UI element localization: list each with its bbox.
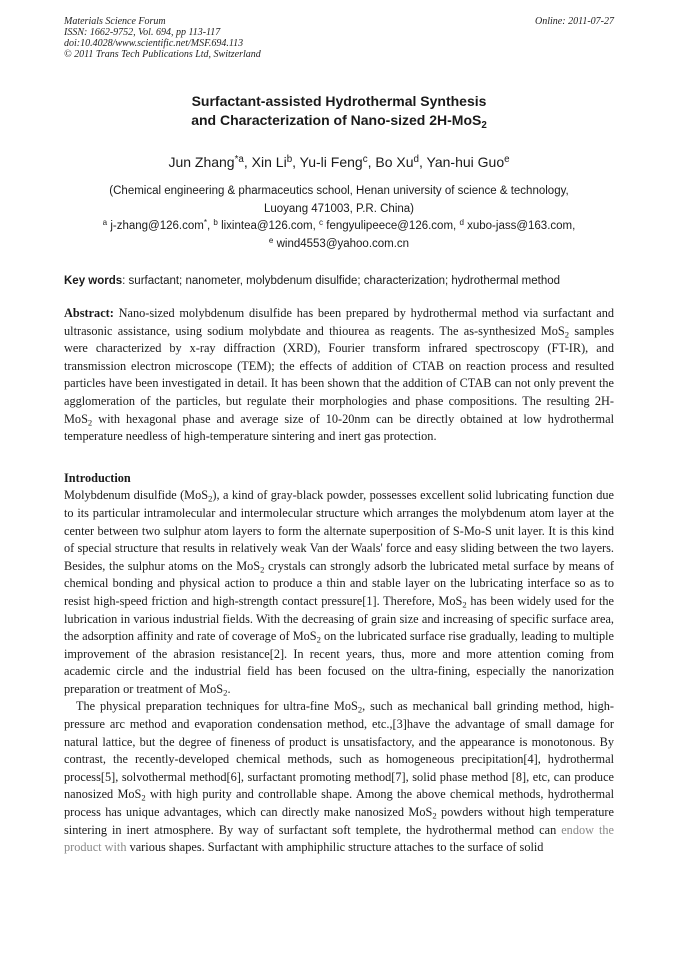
email-address: xubo-jass@163.com: [467, 220, 573, 232]
intro-paragraph-2: [64, 698, 614, 856]
author-mark: d: [413, 154, 419, 166]
subscript: 2: [87, 417, 93, 428]
abstract: [64, 305, 614, 446]
section-heading-introduction: Introduction: [64, 470, 131, 485]
author-name: Yu-li Feng: [299, 154, 363, 170]
subscript: 2: [462, 599, 467, 610]
paragraph-text: Molybdenum disulfide (MoS: [64, 488, 209, 503]
author-name: Xin Li: [251, 154, 287, 170]
email-mark: e: [268, 235, 274, 245]
subscript: 2: [316, 634, 321, 645]
paragraph-text: crystals can strongly adsorb the lubricated metal surface by means of chemical bonding and physical action to produce a thin and stable layer on the lubricating interface so as to resist high-speed friction and high-strength contact pressure[1]. Therefore, MoS: [64, 558, 614, 608]
faded-text: endow the product with: [64, 822, 615, 855]
subscript: 2: [223, 687, 228, 698]
paragraph-text: powders without high temperature sintering in inert atmosphere. By way of surfactant soft templete, the hydrothermal method can: [64, 805, 614, 837]
author-name: Bo Xu: [375, 154, 414, 170]
subscript: 2: [260, 564, 265, 575]
email-address: lixintea@126.com: [221, 220, 313, 232]
author-name: Jun Zhang: [168, 154, 235, 170]
email-mark: a: [102, 217, 108, 227]
email-line-2: [64, 236, 614, 254]
paragraph-text: on the lubricated surface rise gradually, leading to multiple improvement of the abrasion resistance[2]. In recent years, thus, more and more attention coming from academic circle and the industrial field has been focused on the ultra-fining, especially the nanorization preparation or treatment of MoS: [64, 629, 614, 696]
abstract-text: with hexagonal phase and average size of 10-20nm can be directly obtained at low hydrothermal temperature needless of high-temperature sintering and inert gas protection.: [64, 411, 614, 444]
email-line-1: $^a$ j-zhang@126.com*, $^b$ lixintea@126.com, $^c$ fengyulipeece@126.com, $^d$ xubo-jass@163.com,: [102, 217, 576, 232]
affiliation-line-2: Luoyang 471003, P.R. China): [263, 202, 415, 215]
paragraph-text: ), a kind of gray-black powder, possesses excellent solid lubricating function due to its particular intramolecular and intermolecular structure which arranges the molybdenum atom layer at the center between two sulphur atom layers to form the alternate superposition of S-Mo-S unit layer. It is this kind of special structure that results in relatively weak Van der Waals' force and easy sliding between the two layers. Besides, the sulphur atoms on the MoS: [64, 488, 614, 573]
title-line-2-text: and Characterization of Nano-sized 2H-MoS: [191, 112, 482, 128]
paragraph-text: .: [227, 681, 231, 696]
paragraph-text: various shapes. Surfactant with amphiphilic structure attaches to the surface of solid: [126, 840, 544, 855]
paragraph-text: , such as mechanical ball grinding method, high-pressure arc method and evaporation condensation method, etc.,[3]have the advantage of small damage for natural lattice, but the degree of fineness of product is unsatisfactory, and the appearance is monotonous. By contrast, the recently-developed chemical methods, such as homogeneous precipitation[4], hydrothermal process[5], solvothermal method[6], surfactant promoting method[7], solid phase method [8], etc, can produce nanosized MoS: [64, 699, 614, 802]
author-list: Jun Zhang$^{*a}$, Xin Li$^b$, Yu-li Feng$^c$, Bo Xu$^d$, Yan-hui Guo$^e$: [168, 154, 510, 170]
author-mark: b: [286, 154, 293, 166]
issn-line: ISSN: 1662-9752, Vol. 694, pp 113-117: [64, 27, 221, 38]
abstract-label: Abstract:: [64, 306, 114, 320]
email-address: j-zhang@126.com: [110, 220, 204, 232]
copyright-line: © 2011 Trans Tech Publications Ltd, Switzerland: [64, 49, 261, 60]
keywords-label: Key words: [64, 275, 123, 287]
author-mark: *a: [234, 154, 244, 166]
keywords: [64, 274, 614, 289]
title-line-2: [64, 111, 614, 130]
email-mark: c: [319, 217, 324, 227]
paragraph-text: with high purity and controllable shape. Among the above chemical methods, hydrothermal process has unique advantages, which can directly make nanosized MoS: [64, 787, 614, 820]
title-line-1: Surfactant-assisted Hydrothermal Synthesis: [191, 93, 487, 109]
paragraph-text: has been widely used for the lubrication in various industrial fields. With the decreasing of grain size and increasing of specific surface area, the adsorption affinity and rate of coverage of MoS: [64, 593, 614, 644]
online-date: Online: 2011-07-27: [535, 16, 614, 27]
author-mark: c: [362, 154, 368, 166]
subscript: 2: [432, 810, 437, 821]
subscript: 2: [357, 705, 363, 716]
subscript: 2: [564, 329, 570, 340]
email-mark: d: [459, 217, 464, 227]
doi-line: doi:10.4028/www.scientific.net/MSF.694.113: [64, 38, 244, 49]
paper-title: [64, 92, 614, 130]
author-mark: e: [504, 154, 510, 166]
journal-header: [64, 16, 614, 60]
journal-name: Materials Science Forum: [64, 16, 166, 27]
corresponding-star: *: [203, 217, 207, 227]
keywords-text: : surfactant; nanometer, molybdenum disulfide; characterization; hydrothermal method: [122, 275, 561, 287]
paragraph-text: The physical preparation techniques for ultra-fine MoS: [76, 699, 358, 714]
subscript: 2: [208, 493, 213, 504]
email-mark: b: [213, 217, 218, 227]
subscript: 2: [141, 793, 146, 804]
affiliation: [64, 183, 614, 253]
affiliation-line-1: (Chemical engineering & pharmaceutics school, Henan university of science & technology,: [109, 185, 569, 197]
author-name: Yan-hui Guo: [426, 154, 505, 170]
email-address: fengyulipeece@126.com: [326, 220, 454, 232]
title-subscript: 2: [481, 119, 487, 131]
intro-paragraph-1: [64, 487, 614, 698]
email-address: wind4553@yahoo.com.cn: [276, 237, 410, 250]
abstract-text: Nano-sized molybdenum disulfide has been prepared by hydrothermal method via surfactant and ultrasonic assistance, using sodium molybdate and thiourea as reagents. The as-synthesized MoS: [64, 306, 614, 338]
abstract-text: samples were characterized by x-ray diffraction (XRD), Fourier transform infrared spectroscopy (FT-IR), and transmission electron microscope (TEM); the effects of addition of CTAB on reaction process and resulted particles have been investigated in detail. It has been shown that the addition of CTAB can not only prevent the agglomeration of the particles, but regulate their morphologies and phase compositions. The resulting 2H-MoS: [64, 323, 614, 426]
